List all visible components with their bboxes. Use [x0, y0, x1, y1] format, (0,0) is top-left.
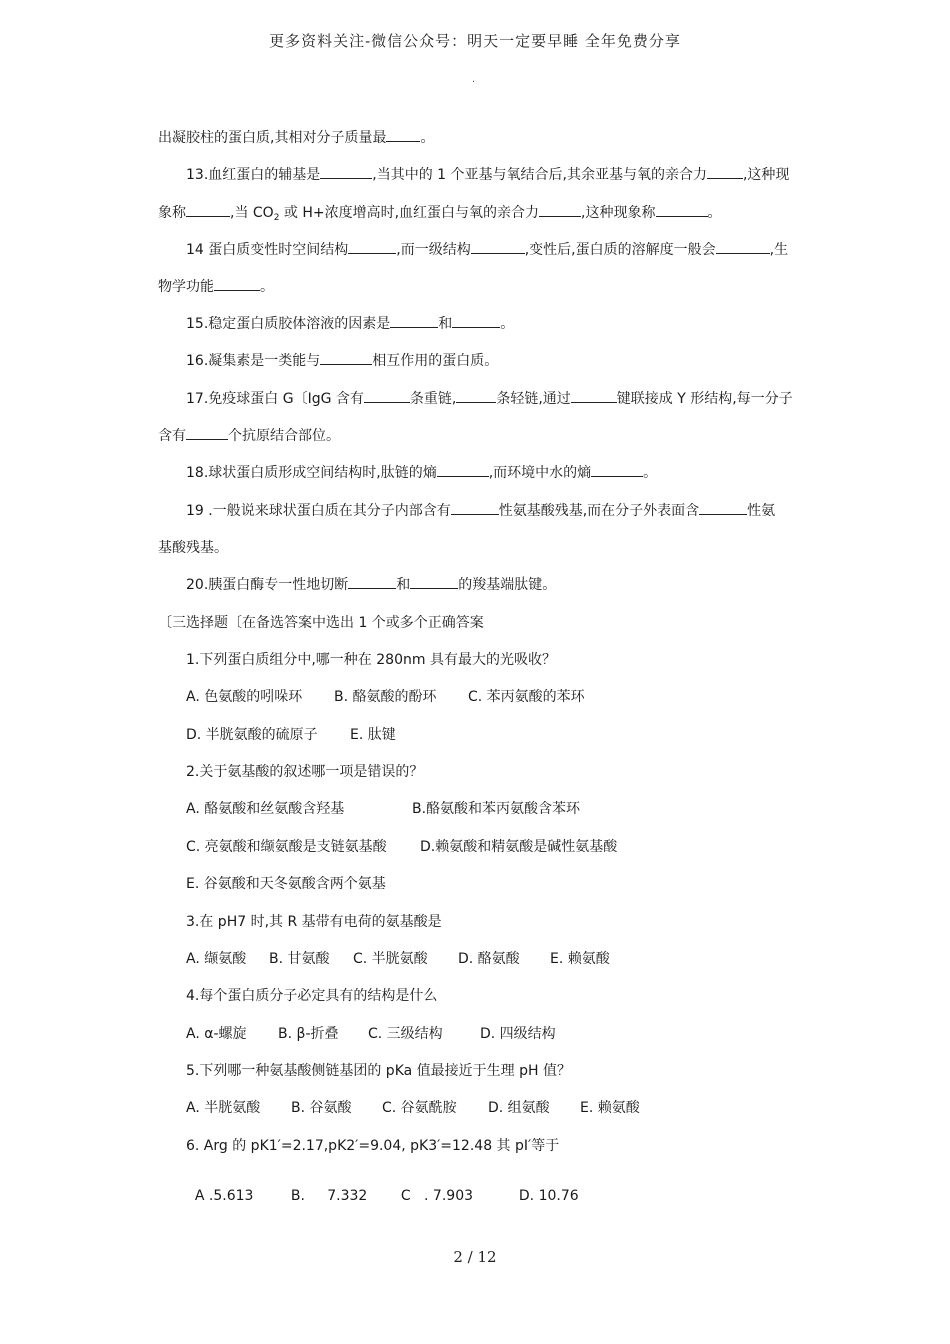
- option-e: E. 赖氨酸: [580, 1100, 640, 1116]
- option-d: D. 10.76: [518, 1188, 579, 1204]
- answer-blank: [214, 278, 260, 291]
- option-d: D. 半胱氨酸的硫原子: [186, 727, 318, 743]
- text-segment: 。: [260, 279, 274, 295]
- text-segment: ,这种现象称: [581, 205, 656, 221]
- option-a: A. α-螺旋: [186, 1026, 247, 1042]
- answer-blank: [451, 502, 499, 515]
- text-segment: 条重链,: [409, 391, 457, 407]
- text-line: [158, 537, 228, 557]
- option-c: C. 谷氨酰胺: [382, 1100, 457, 1116]
- question-2-options: [186, 836, 617, 856]
- option-b: B. 酪氨酸的酚环: [334, 689, 437, 705]
- text-segment: 13.血红蛋白的辅基是: [186, 167, 321, 183]
- option-a: A. 缬氨酸: [186, 951, 247, 967]
- text-line: [158, 202, 722, 223]
- question-4-options: [186, 1023, 556, 1043]
- answer-blank: [707, 166, 743, 179]
- option-c: C. 苯丙氨酸的苯环: [468, 689, 585, 705]
- text-segment: 个抗原结合部位。: [228, 428, 340, 444]
- section-heading: 〔三选择题〔在备选答案中选出 1 个或多个正确答案: [158, 615, 484, 631]
- text-segment: 和: [396, 577, 411, 593]
- text-line: [186, 500, 775, 520]
- text-segment: 15.稳定蛋白质胶体溶液的因素是: [186, 316, 391, 332]
- option-c: C. 三级结构: [368, 1026, 443, 1042]
- answer-blank: [348, 241, 396, 254]
- text-segment: 。: [643, 465, 658, 481]
- text-segment: 物学功能: [158, 279, 214, 295]
- question-1-options: [186, 686, 585, 706]
- answer-blank: [320, 352, 372, 365]
- question-3: 3.在 pH7 时,其 R 基带有电荷的氨基酸是: [186, 914, 442, 930]
- text-line: [158, 425, 340, 445]
- option-e: E. 赖氨酸: [550, 951, 610, 967]
- option-d: D. 组氨酸: [488, 1100, 550, 1116]
- text-line: [186, 164, 789, 184]
- text-segment: 和: [438, 316, 453, 332]
- question-6-options: [186, 1172, 579, 1204]
- text-segment: 性氨基酸残基,而在分子外表面含: [498, 503, 700, 519]
- question-6: 6. Arg 的 pK1′=2.17,pK2′=9.04, pK3′=12.48 其 pI′等于: [186, 1138, 560, 1154]
- option-e: E. 谷氨酸和天冬氨酸含两个氨基: [186, 876, 386, 892]
- text-segment: 17.免疫球蛋白 G〔IgG 含有: [186, 391, 364, 407]
- text-segment: 键联接成 Y 形结构,每一分子: [616, 391, 793, 407]
- option-b: B. 甘氨酸: [269, 951, 330, 967]
- option-a: A. 半胱氨酸: [186, 1100, 261, 1116]
- text-line: [158, 127, 434, 147]
- text-segment: 象称: [158, 205, 186, 221]
- option-d: D. 四级结构: [480, 1026, 556, 1042]
- answer-blank: [364, 390, 410, 403]
- question-1-options: [186, 724, 396, 744]
- answer-blank: [539, 204, 581, 217]
- option-c: C. 亮氨酸和缬氨酸是支链氨基酸: [186, 839, 387, 855]
- text-segment: 。: [420, 130, 435, 146]
- text-segment: 性氨: [747, 503, 776, 519]
- question-5-options: [186, 1097, 640, 1117]
- text-line: [158, 276, 274, 296]
- answer-blank: [716, 241, 770, 254]
- option-d: D. 酪氨酸: [458, 951, 520, 967]
- answer-blank: [186, 204, 230, 217]
- answer-blank: [348, 576, 396, 589]
- question-4: 4.每个蛋白质分子必定具有的结构是什么: [186, 988, 438, 1004]
- text-segment: 16.凝集素是一类能与: [186, 353, 321, 369]
- question-2: 2.关于氨基酸的叙述哪一项是错误的？: [186, 764, 424, 780]
- option-b: B. β-折叠: [278, 1026, 339, 1042]
- text-segment: 出凝胶柱的蛋白质,其相对分子质量最: [158, 130, 387, 146]
- answer-blank: [386, 129, 420, 142]
- text-segment: 18.球状蛋白质形成空间结构时,肽链的熵: [186, 465, 437, 481]
- text-segment: 14 蛋白质变性时空间结构: [186, 242, 349, 258]
- answer-blank: [471, 241, 525, 254]
- text-line: [186, 239, 788, 259]
- text-segment: ,而环境中水的熵: [488, 465, 592, 481]
- option-a: A. 色氨酸的吲哚环: [186, 689, 303, 705]
- question-1: 1.下列蛋白质组分中,哪一种在 280nm 具有最大的光吸收？: [186, 652, 556, 668]
- page-number: 2 / 12: [453, 1248, 497, 1266]
- text-line: [186, 313, 514, 333]
- text-segment: 相互作用的蛋白质。: [372, 353, 499, 369]
- text-segment: ,生: [769, 242, 789, 258]
- answer-blank: [320, 166, 372, 179]
- header-dot: .: [472, 74, 476, 85]
- text-segment: 的羧基端肽键。: [458, 577, 557, 593]
- question-3-options: [186, 948, 610, 968]
- option-a: A. 酪氨酸和丝氨酸含羟基: [186, 801, 345, 817]
- page-header: 更多资料关注-微信公众号：明天一定要早睡 全年免费分享: [269, 32, 681, 50]
- option-d: D.赖氨酸和精氨酸是碱性氨基酸: [420, 839, 618, 855]
- question-2-options: [186, 798, 580, 818]
- text-segment: 含有: [158, 428, 186, 444]
- question-5: 5.下列哪一种氨基酸侧链基团的 pKa 值最接近于生理 pH 值？: [186, 1063, 571, 1079]
- text-segment: 基酸残基。: [158, 540, 228, 556]
- answer-blank: [410, 576, 458, 589]
- question-2-options: [186, 873, 386, 893]
- text-line: [186, 350, 498, 370]
- option-b: B. 谷氨酸: [291, 1100, 352, 1116]
- text-segment: 条轻链,通过: [496, 391, 571, 407]
- option-a: A .5.613: [194, 1188, 254, 1204]
- option-c: C . 7.903: [400, 1188, 474, 1204]
- text-segment: 。: [500, 316, 515, 332]
- text-segment: ,当 CO: [230, 205, 274, 221]
- option-c: C. 半胱氨酸: [353, 951, 428, 967]
- answer-blank: [437, 464, 489, 477]
- answer-blank: [186, 427, 228, 440]
- option-b: B.酪氨酸和苯丙氨酸含苯环: [412, 801, 581, 817]
- answer-blank: [456, 390, 496, 403]
- answer-blank: [571, 390, 617, 403]
- option-b: B. 7.332: [290, 1188, 368, 1204]
- answer-blank: [656, 204, 708, 217]
- text-segment: ,变性后,蛋白质的溶解度一般会: [524, 242, 716, 258]
- text-segment: ,这种现: [742, 167, 790, 183]
- answer-blank: [591, 464, 643, 477]
- text-segment: ,而一级结构: [396, 242, 471, 258]
- text-segment: ,当其中的 1 个亚基与氧结合后,其余亚基与氧的亲合力: [372, 167, 707, 183]
- subscript: 2: [273, 213, 280, 223]
- answer-blank: [452, 315, 500, 328]
- option-e: E. 肽键: [350, 727, 396, 743]
- text-line: [186, 388, 793, 408]
- text-line: [186, 462, 657, 482]
- text-line: [186, 574, 556, 594]
- answer-blank: [390, 315, 438, 328]
- text-segment: 。: [707, 205, 722, 221]
- text-segment: 20.胰蛋白酶专一性地切断: [186, 577, 349, 593]
- text-segment: 19 .一般说来球状蛋白质在其分子内部含有: [186, 503, 451, 519]
- answer-blank: [699, 502, 747, 515]
- text-segment: 或 H+浓度增高时,血红蛋白与氧的亲合力: [279, 205, 540, 221]
